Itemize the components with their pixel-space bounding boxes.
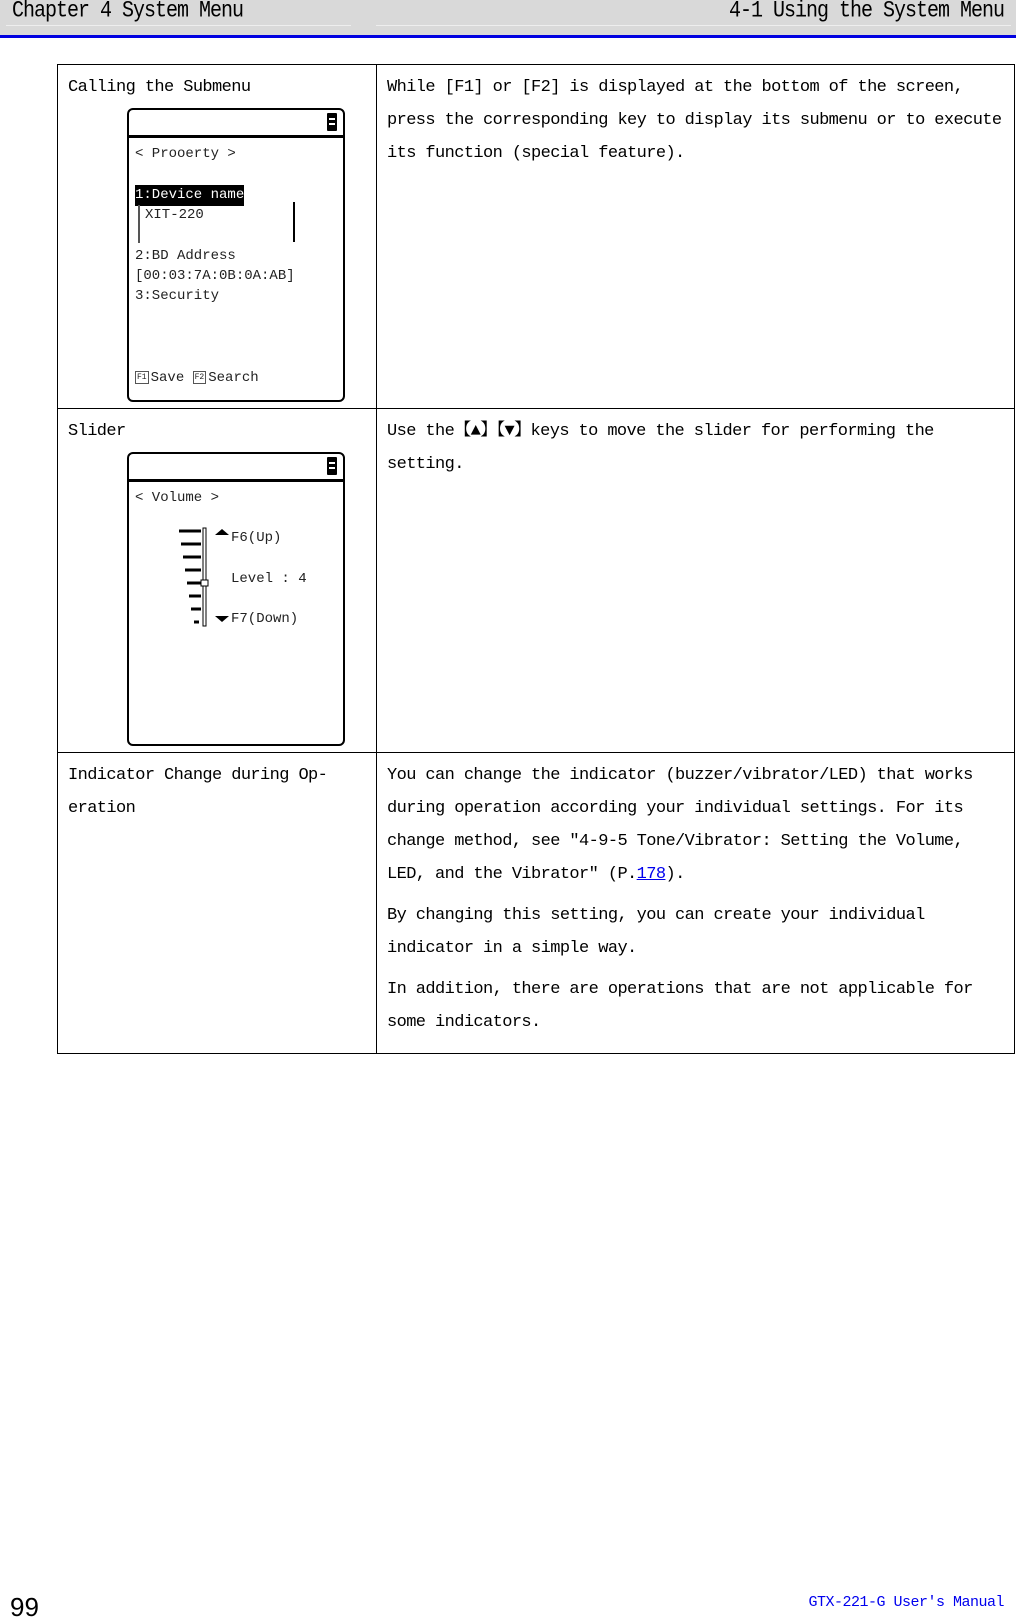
- f1-key-icon: F1: [137, 372, 147, 382]
- down-key-label: F7(Down): [231, 611, 299, 627]
- menu-item-device-name: 1:Device name: [135, 185, 244, 206]
- menu-item-bd-address: 2:BD Address: [135, 248, 236, 264]
- divider: [6, 25, 351, 26]
- table-row: [58, 753, 1015, 1054]
- chapter-title: Chapter 4 System Menu: [12, 0, 244, 25]
- divider: [376, 25, 1011, 26]
- volume-slider: [169, 526, 239, 630]
- input-border: [138, 205, 140, 243]
- battery-icon: [327, 113, 337, 131]
- row-description: In addition, there are operations that are not applicable for some indicators.: [387, 980, 973, 1032]
- f2-key-icon: F2: [194, 372, 205, 382]
- table-row: [58, 409, 1015, 753]
- table-row: [58, 65, 1015, 409]
- row-description: Use the【▲】【▼】keys to move the slider for performing the setting.: [387, 422, 934, 474]
- feature-table: [57, 64, 1015, 1054]
- down-arrow-icon: [215, 616, 229, 622]
- manual-title: GTX-221-G User's Manual: [808, 1594, 1004, 1611]
- row-description: By changing this setting, you can create your individual indicator in a simple way.: [387, 906, 925, 958]
- page-link[interactable]: 178: [636, 865, 666, 884]
- submenu-screen: [127, 108, 345, 402]
- up-arrow-icon: [215, 529, 229, 535]
- row-description: You can change the indicator (buzzer/vibrator/LED) that works during operation according your individual settings. For its change method, see "4-9-5 Tone/Vibrator: Setting the Volume, LED, and the Vibrator" (P.178).: [387, 766, 973, 884]
- menu-item-security: 3:Security: [135, 288, 220, 304]
- slider-screen: [127, 452, 345, 746]
- section-title: 4-1 Using the System Menu: [728, 0, 1004, 25]
- level-label: Level : 4: [231, 571, 307, 587]
- row-description: While [F1] or [F2] is displayed at the bottom of the screen, press the corresponding key to display its submenu or to execute its function (special feature).: [387, 78, 1002, 163]
- row-name: Indicator Change during Op-eration: [68, 766, 328, 818]
- up-key-label: F6(Up): [231, 530, 282, 546]
- row-name: Slider: [68, 422, 126, 441]
- cursor: [293, 202, 295, 242]
- slider-thumb: [201, 580, 208, 586]
- row-name: Calling the Submenu: [68, 78, 251, 97]
- page-number: 99: [10, 1592, 39, 1622]
- page-header: [0, 0, 1016, 38]
- device-name-value: XIT-220: [145, 207, 204, 223]
- battery-icon: [327, 457, 337, 475]
- screen-title: < Volume >: [135, 490, 220, 506]
- bd-address-value: [00:03:7A:0B:0A:AB]: [135, 268, 295, 284]
- function-keys: F1 Save F2 Search: [137, 370, 259, 386]
- screen-title: < Prooerty >: [135, 146, 236, 162]
